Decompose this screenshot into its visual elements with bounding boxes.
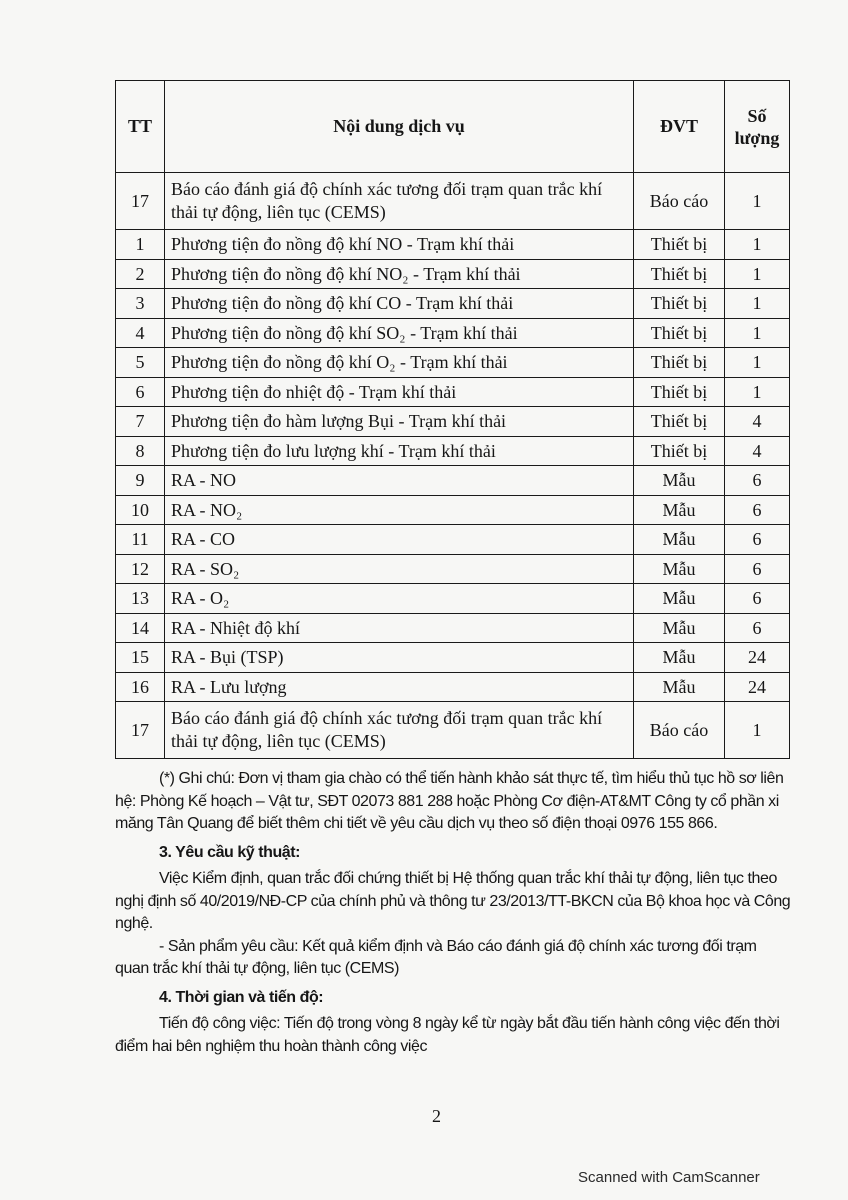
row-tt: 14	[116, 613, 165, 643]
row-unit: Thiết bị	[634, 259, 725, 289]
row-unit: Mẫu	[634, 495, 725, 525]
row-content: RA - Lưu lượng	[165, 672, 634, 702]
section-3-paragraph-2: - Sản phẩm yêu cầu: Kết quả kiểm định và Báo cáo đánh giá độ chính xác tương đối trạm quan trắc khí thải tự động, liên tục (CEMS)	[115, 937, 757, 977]
table-row	[116, 289, 790, 319]
row-tt: 2	[116, 259, 165, 289]
row-tt: 7	[116, 407, 165, 437]
row-unit: Báo cáo	[634, 702, 725, 759]
row-tt: 4	[116, 318, 165, 348]
row-unit: Mẫu	[634, 466, 725, 496]
row-unit: Thiết bị	[634, 348, 725, 378]
row-content: Phương tiện đo nồng độ khí O₂ - Trạm khí thải	[165, 348, 634, 378]
row-tt: 15	[116, 643, 165, 673]
row-tt: 3	[116, 289, 165, 319]
row-unit: Thiết bị	[634, 407, 725, 437]
table-row	[116, 495, 790, 525]
row-tt: 1	[116, 230, 165, 260]
scanner-watermark: Scanned with CamScanner	[578, 1169, 760, 1186]
table-row	[116, 525, 790, 555]
table-row	[116, 466, 790, 496]
row-content: RA - NO₂	[165, 495, 634, 525]
row-unit: Mẫu	[634, 554, 725, 584]
row-unit: Mẫu	[634, 613, 725, 643]
row-unit: Mẫu	[634, 584, 725, 614]
table-row	[116, 377, 790, 407]
row-content: Phương tiện đo nồng độ khí NO - Trạm khí thải	[165, 230, 634, 260]
row-content: Phương tiện đo nồng độ khí SO₂ - Trạm khí thải	[165, 318, 634, 348]
row-qty: 1	[725, 348, 790, 378]
table-row	[116, 436, 790, 466]
table-row	[116, 318, 790, 348]
row-qty: 6	[725, 525, 790, 555]
row-tt: 16	[116, 672, 165, 702]
row-content: Báo cáo đánh giá độ chính xác tương đối trạm quan trắc khí thải tự động, liên tục (CEMS)	[165, 173, 634, 230]
row-unit: Thiết bị	[634, 436, 725, 466]
table-header-row	[116, 81, 790, 173]
row-unit: Mẫu	[634, 672, 725, 702]
table-row	[116, 643, 790, 673]
table-row	[116, 173, 790, 230]
row-qty: 1	[725, 173, 790, 230]
header-qty-line1: Số	[747, 105, 767, 126]
row-unit: Mẫu	[634, 643, 725, 673]
row-tt: 5	[116, 348, 165, 378]
page-number: 2	[432, 1106, 441, 1126]
row-unit: Thiết bị	[634, 318, 725, 348]
row-qty: 1	[725, 289, 790, 319]
row-qty: 1	[725, 702, 790, 759]
row-unit: Thiết bị	[634, 289, 725, 319]
header-tt: TT	[116, 81, 165, 173]
row-qty: 6	[725, 613, 790, 643]
row-unit: Mẫu	[634, 525, 725, 555]
section-4-paragraph-1: Tiến độ công việc: Tiến độ trong vòng 8 ngày kể từ ngày bắt đầu tiến hành công việc đến thời điểm hai bên nghiệm thu hoàn thành công việc	[115, 1015, 780, 1055]
header-content: Nội dung dịch vụ	[165, 81, 634, 173]
header-qty-line2: lượng	[734, 127, 780, 148]
row-content: RA - Nhiệt độ khí	[165, 613, 634, 643]
row-qty: 1	[725, 377, 790, 407]
table-row	[116, 407, 790, 437]
table-row	[116, 702, 790, 759]
section-3-paragraph-1: Việc Kiểm định, quan trắc đối chứng thiết bị Hệ thống quan trắc khí thải tự động, liên tục theo nghị định số 40/2019/NĐ-CP của chính phủ và thông tư 23/2013/TT-BKCN của Bộ khoa học và Công nghệ.	[115, 870, 791, 932]
row-content: RA - CO	[165, 525, 634, 555]
row-unit: Thiết bị	[634, 377, 725, 407]
header-unit: ĐVT	[634, 81, 725, 173]
row-content: Phương tiện đo nồng độ khí CO - Trạm khí thải	[165, 289, 634, 319]
row-tt: 12	[116, 554, 165, 584]
row-content: Báo cáo đánh giá độ chính xác tương đối trạm quan trắc khí thải tự động, liên tục (CEMS)	[165, 702, 634, 759]
row-qty: 1	[725, 318, 790, 348]
row-tt: 6	[116, 377, 165, 407]
row-qty: 1	[725, 230, 790, 260]
note-paragraph: (*) Ghi chú: Đơn vị tham gia chào có thể tiến hành khảo sát thực tế, tìm hiểu thủ tục hồ sơ liên hệ: Phòng Kế hoạch – Vật tư, SĐT 02073 881 288 hoặc Phòng Cơ điện-AT&MT Công ty cổ phần xi măng Tân Quang để biết thêm chi tiết về yêu cầu dịch vụ theo số điện thoại 0976 155 866.	[115, 770, 784, 832]
section-4-heading: 4. Thời gian và tiến độ:	[159, 988, 324, 1006]
row-tt: 8	[116, 436, 165, 466]
row-content: RA - NO	[165, 466, 634, 496]
row-content: Phương tiện đo nồng độ khí NO₂ - Trạm khí thải	[165, 259, 634, 289]
section-3-heading: 3. Yêu cầu kỹ thuật:	[159, 843, 300, 861]
row-qty: 4	[725, 436, 790, 466]
row-qty: 6	[725, 495, 790, 525]
row-tt: 17	[116, 173, 165, 230]
table-row	[116, 348, 790, 378]
row-tt: 17	[116, 702, 165, 759]
table-row	[116, 672, 790, 702]
row-unit: Báo cáo	[634, 173, 725, 230]
row-tt: 9	[116, 466, 165, 496]
table-row	[116, 554, 790, 584]
row-tt: 11	[116, 525, 165, 555]
row-content: Phương tiện đo lưu lượng khí - Trạm khí thải	[165, 436, 634, 466]
table-row	[116, 613, 790, 643]
row-qty: 4	[725, 407, 790, 437]
row-qty: 6	[725, 466, 790, 496]
row-qty: 6	[725, 554, 790, 584]
table-row	[116, 259, 790, 289]
notes-section	[115, 768, 791, 1058]
row-qty: 1	[725, 259, 790, 289]
table-row	[116, 230, 790, 260]
table-row	[116, 584, 790, 614]
row-tt: 13	[116, 584, 165, 614]
row-unit: Thiết bị	[634, 230, 725, 260]
header-qty	[725, 81, 790, 173]
row-content: RA - O₂	[165, 584, 634, 614]
service-table	[115, 80, 790, 759]
row-qty: 6	[725, 584, 790, 614]
row-qty: 24	[725, 643, 790, 673]
row-content: RA - SO₂	[165, 554, 634, 584]
row-tt: 10	[116, 495, 165, 525]
row-content: Phương tiện đo hàm lượng Bụi - Trạm khí thải	[165, 407, 634, 437]
row-content: Phương tiện đo nhiệt độ - Trạm khí thải	[165, 377, 634, 407]
row-qty: 24	[725, 672, 790, 702]
row-content: RA - Bụi (TSP)	[165, 643, 634, 673]
